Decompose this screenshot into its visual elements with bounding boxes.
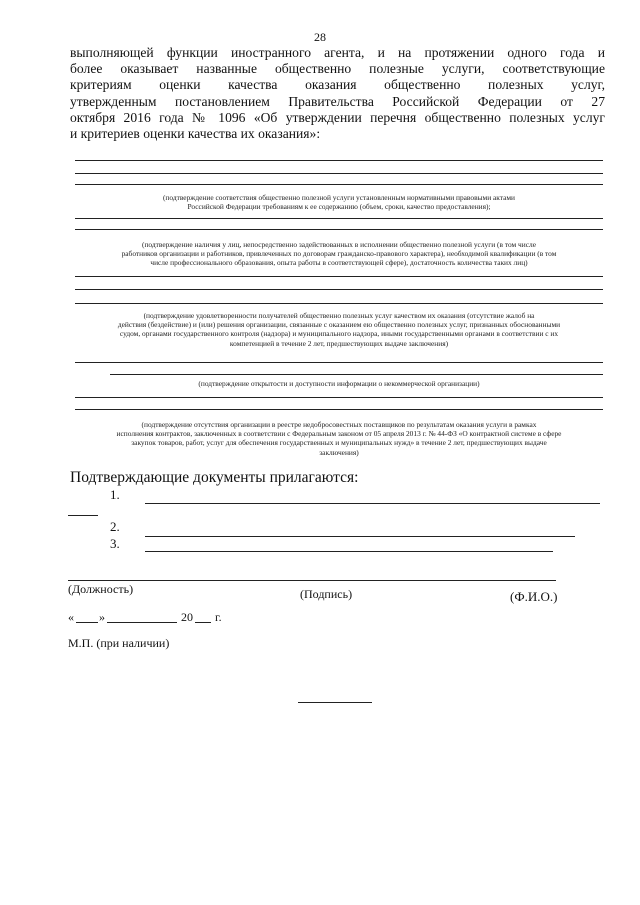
document-field-1-continuation[interactable] bbox=[68, 515, 98, 516]
signature-line[interactable] bbox=[68, 580, 556, 581]
document-number: 2. bbox=[110, 519, 120, 534]
date-year-prefix: 20 bbox=[181, 610, 193, 624]
caption-content-compliance: (подтверждение соответствия общественно полезной услуги установленным нормативными правовыми актами Российской Федерации требованиям к ее содержанию (объем, сроки, качество предоставления); bbox=[162, 193, 516, 212]
name-label: (Ф.И.О.) bbox=[510, 589, 558, 604]
fill-in-line[interactable] bbox=[75, 229, 603, 230]
intro-line: выполняющей функции иностранного агента, и на протяжении одного года и bbox=[70, 45, 605, 60]
caption-information-openness: (подтверждение открытости и доступности информации о некоммерческой организации) bbox=[198, 379, 480, 388]
fill-in-line[interactable] bbox=[75, 218, 603, 219]
divider bbox=[298, 702, 372, 703]
documents-heading: Подтверждающие документы прилагаются: bbox=[70, 469, 359, 486]
date-month-field[interactable] bbox=[107, 622, 177, 623]
fill-in-line[interactable] bbox=[75, 173, 603, 174]
document-number: 1. bbox=[110, 487, 120, 502]
document-field-1[interactable] bbox=[145, 503, 600, 504]
fill-in-line[interactable] bbox=[75, 184, 603, 185]
caption-staff-qualification: (подтверждение наличия у лиц, непосредственно задействованных в исполнении общественно полезной услуги (в том числе работников организации и работников, привлеченных по договорам гражданско-правового характера), необходимой квалификации (в том числе профессионального образования, опыта работы в соответствующей сфере), достаточность количества таких лиц) bbox=[121, 240, 557, 268]
intro-line: критериям оценки качества оказания общественно полезных услуг, bbox=[70, 77, 605, 93]
caption-customer-satisfaction: (подтверждение удовлетворенности получателей общественно полезных услуг качеством их оказания (отсутствие жалоб на действия (бездействие) и (или) решения организации, связанные с оказанием ею общественно полезных услуг, признанных обоснованными судом, органами государственного контроля (надзора) и муниципального надзора, иными государственными органами в соответствии с их компетенцией в течение 2 лет, предшествующих выдаче заключения) bbox=[117, 311, 561, 348]
fill-in-line[interactable] bbox=[75, 409, 603, 410]
date-year-field[interactable] bbox=[195, 622, 211, 623]
fill-in-line[interactable] bbox=[75, 303, 603, 304]
intro-line: утвержденным постановлением Правительства Российской Федерации от 27 bbox=[70, 93, 605, 109]
intro-line: октября 2016 года № 1096 «Об утверждении перечня общественно полезных услуг bbox=[70, 109, 605, 125]
date-year-suffix: г. bbox=[215, 610, 222, 624]
fill-in-line[interactable] bbox=[75, 160, 603, 161]
fill-in-line[interactable] bbox=[75, 362, 603, 363]
intro-line: более оказывает названные общественно полезные услуги, соответствующие bbox=[70, 61, 605, 77]
date-open-quote: « bbox=[68, 610, 74, 624]
position-label: (Должность) bbox=[68, 582, 134, 596]
date-close-quote: » bbox=[99, 610, 105, 624]
fill-in-line[interactable] bbox=[75, 289, 603, 290]
fill-in-line[interactable] bbox=[75, 397, 603, 398]
intro-paragraph bbox=[70, 45, 605, 142]
sign-label: (Подпись) bbox=[300, 587, 353, 601]
date-day-field[interactable] bbox=[76, 622, 98, 623]
fill-in-line[interactable] bbox=[110, 374, 603, 375]
document-number: 3. bbox=[110, 536, 120, 551]
stamp-label: М.П. (при наличии) bbox=[68, 636, 170, 650]
document-field-2[interactable] bbox=[145, 536, 575, 537]
intro-line: и критериев оценки качества их оказания»: bbox=[70, 125, 321, 141]
page-number: 28 bbox=[314, 30, 326, 44]
document-field-3[interactable] bbox=[145, 551, 553, 552]
caption-unfair-suppliers-registry: (подтверждение отсутствия организации в реестре недобросовестных поставщиков по результатам оказания услуги в рамках исполнения контрактов, заключенных в соответствии с Федеральным законом от 05 апреля 2013 г. № 44-ФЗ «О контрактной системе в сфере закупок товаров, работ, услуг для обеспечения государственных и муниципальных нужд» в течение 2 лет, предшествующих выдаче заключения) bbox=[116, 420, 562, 457]
fill-in-line[interactable] bbox=[75, 276, 603, 277]
